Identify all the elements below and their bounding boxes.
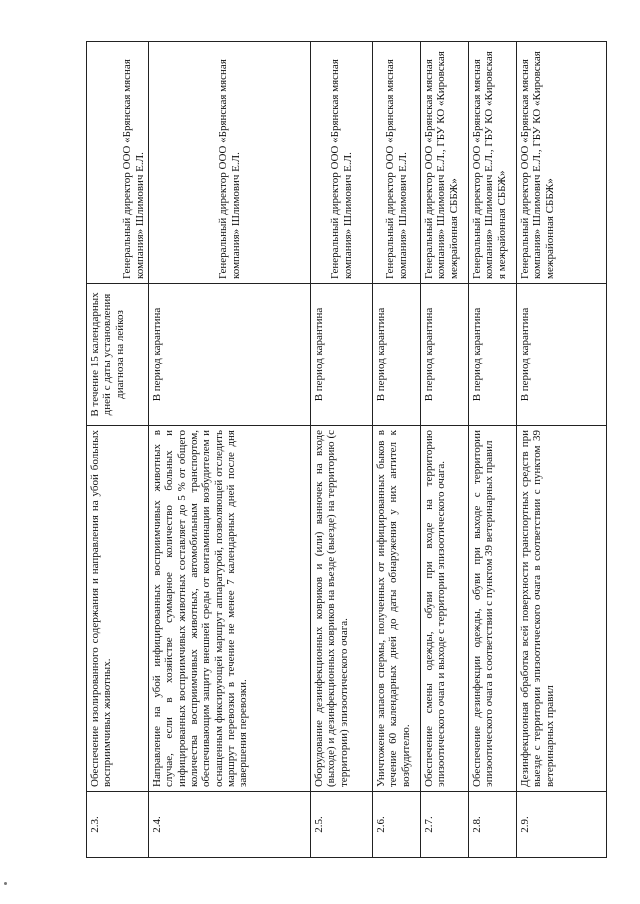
- row-responsible: Генеральный директор ООО «Брянская мясная компания» Шлимович Е.Л., ГБУ КО «Кировская межрайонная СББЖ»: [421, 42, 469, 284]
- table-row: [149, 42, 311, 858]
- row-action: Обеспечение смены одежды, обуви при входе на территорию эпизоотического очага и выходе с территории эпизоотического очага.: [421, 426, 469, 792]
- row-action: Обеспечение дезинфекции одежды, обуви при выходе с территории эпизоотического очага в соответствии с пунктом 39 ветеринарных правил: [469, 426, 517, 792]
- row-responsible: Генеральный директор ООО «Брянская мясная компания» Шлимович Е.Л.: [149, 42, 311, 284]
- row-number: 2.5.: [311, 792, 373, 858]
- row-action: Дезинфекционная обработка всей поверхности транспортных средств при выезде с территории эпизоотического очага в соответствии с пунктом 39 ветеринарных правил: [517, 426, 607, 792]
- row-term: В период карантина: [149, 284, 311, 426]
- row-action: Оборудование дезинфекционных ковриков и (или) ванночек на входе (выходе) и дезинфекционных ковриков на въезде (выезде) на территорию (с территории) эпизоотического очага.: [311, 426, 373, 792]
- table-row: [87, 42, 149, 858]
- row-term: В период карантина: [469, 284, 517, 426]
- table-row: [469, 42, 517, 858]
- scan-speck: [4, 882, 7, 885]
- table-row: [373, 42, 421, 858]
- row-number: 2.4.: [149, 792, 311, 858]
- row-term: В течение 15 календарных дней с даты установления диагноза на лейкоз: [87, 284, 149, 426]
- table-row: [311, 42, 373, 858]
- row-responsible: Генеральный директор ООО «Брянская мясная компания» Шлимович Е.Л.: [311, 42, 373, 284]
- row-action: Уничтожение запасов спермы, полученных от инфицированных быков в течение 60 календарных дней до даты обнаружения у них антител к возбудителю.: [373, 426, 421, 792]
- row-number: 2.3.: [87, 792, 149, 858]
- table-row: [421, 42, 469, 858]
- row-number: 2.9.: [517, 792, 607, 858]
- row-number: 2.8.: [469, 792, 517, 858]
- table-row: [517, 42, 607, 858]
- row-term: В период карантина: [311, 284, 373, 426]
- row-responsible: Генеральный директор ООО «Брянская мясная компания» Шлимович Е.Л., ГБУ КО «Кировская межрайонная СББЖ»: [517, 42, 607, 284]
- row-responsible: Генеральный директор ООО «Брянская мясная компания» Шлимович Е.Л., ГБУ КО «Кировская я межрайонная СББЖ»: [469, 42, 517, 284]
- row-responsible: Генеральный директор ООО «Брянская мясная компания» Шлимович Е.Л.: [373, 42, 421, 284]
- measures-table: [86, 41, 607, 858]
- rotated-table-wrapper: [86, 42, 606, 858]
- row-action: Обеспечение изолированного содержания и направления на убой больных восприимчивых животных.: [87, 426, 149, 792]
- row-responsible: Генеральный директор ООО «Брянская мясная компания» Шлимович Е.Л.: [87, 42, 149, 284]
- row-term: В период карантина: [373, 284, 421, 426]
- row-number: 2.7.: [421, 792, 469, 858]
- row-number: 2.6.: [373, 792, 421, 858]
- row-action: Направление на убой инфицированных восприимчивых животных в случае, если в хозяйстве суммарное количество больных и инфицированных восприимчивых животных составляет до 5 % от общего количества восприимчивых животных, автомобильным транспортом, обеспечивающим защиту внешней среды от контаминации возбудителем и оснащенным фиксирующей маршрут аппаратурой, позволяющей отследить маршрут перевозки в течение не менее 7 календарных дней после дня завершения перевозки.: [149, 426, 311, 792]
- row-term: В период карантина: [421, 284, 469, 426]
- row-term: В период карантина: [517, 284, 607, 426]
